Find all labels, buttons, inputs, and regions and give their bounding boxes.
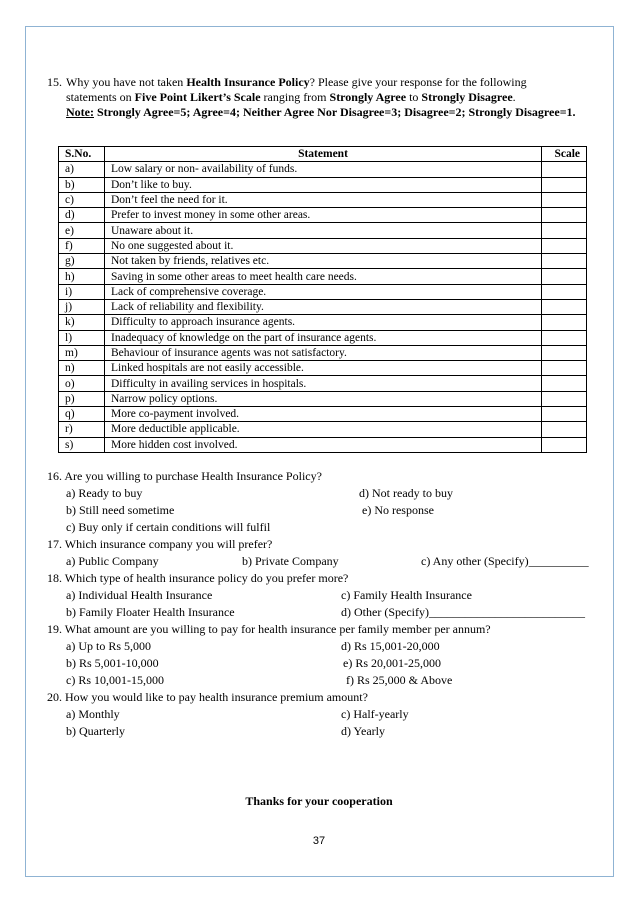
question-17: 17. Which insurance company you will prefer?	[47, 537, 273, 551]
row-scale-cell[interactable]	[542, 162, 587, 177]
q18-option-c: c) Family Health Insurance	[341, 588, 472, 602]
note-label: Note:	[66, 105, 94, 119]
table-row	[59, 162, 587, 177]
row-scale-cell[interactable]	[542, 177, 587, 192]
row-statement: Don’t like to buy.	[105, 177, 542, 192]
q19-option-a: a) Up to Rs 5,000	[66, 639, 151, 653]
row-statement: Lack of reliability and flexibility.	[105, 299, 542, 314]
bold-span: Health Insurance Policy	[186, 75, 310, 89]
row-scale-cell[interactable]	[542, 238, 587, 253]
table-row	[59, 254, 587, 269]
q16-option-b: b) Still need sometime	[66, 503, 175, 517]
row-statement: Not taken by friends, relatives etc.	[105, 254, 542, 269]
row-sno: i)	[59, 284, 105, 299]
row-scale-cell[interactable]	[542, 192, 587, 207]
row-scale-cell[interactable]	[542, 361, 587, 376]
row-statement: Saving in some other areas to meet health care needs.	[105, 269, 542, 284]
q18-option-a: a) Individual Health Insurance	[66, 588, 213, 602]
row-sno: k)	[59, 315, 105, 330]
table-row	[59, 345, 587, 360]
page-number: 37	[312, 835, 326, 847]
table-row	[59, 422, 587, 437]
table-row	[59, 391, 587, 406]
table-row	[59, 361, 587, 376]
row-statement: Narrow policy options.	[105, 391, 542, 406]
table-row	[59, 330, 587, 345]
table-row	[59, 177, 587, 192]
row-scale-cell[interactable]	[542, 345, 587, 360]
q19-option-e: e) Rs 20,001-25,000	[343, 656, 441, 670]
q19-option-f: f) Rs 25,000 & Above	[346, 673, 453, 687]
bold-span: Strongly Agree	[329, 90, 407, 104]
likert-table	[58, 146, 587, 453]
table-row	[59, 208, 587, 223]
row-sno: p)	[59, 391, 105, 406]
q17-option-c: c) Any other (Specify)__________	[421, 554, 589, 568]
question-18: 18. Which type of health insurance policy do you prefer more?	[47, 571, 349, 585]
row-sno: q)	[59, 407, 105, 422]
row-statement: Unaware about it.	[105, 223, 542, 238]
row-scale-cell[interactable]	[542, 208, 587, 223]
table-row	[59, 407, 587, 422]
q20-option-a: a) Monthly	[66, 707, 120, 721]
question-16: 16. Are you willing to purchase Health Insurance Policy?	[47, 469, 322, 483]
table-row	[59, 299, 587, 314]
note-text: Strongly Agree=5; Agree=4; Neither Agree Nor Disagree=3; Disagree=2; Strongly Disagree=1.	[93, 105, 576, 119]
row-sno: d)	[59, 208, 105, 223]
row-statement: Low salary or non- availability of funds.	[105, 162, 542, 177]
row-statement: Linked hospitals are not easily accessible.	[105, 361, 542, 376]
q19-option-b: b) Rs 5,001-10,000	[66, 656, 159, 670]
table-row	[59, 269, 587, 284]
row-sno: h)	[59, 269, 105, 284]
text-span: statements on	[66, 90, 135, 104]
table-row	[59, 223, 587, 238]
row-statement: More deductible applicable.	[105, 422, 542, 437]
row-scale-cell[interactable]	[542, 437, 587, 452]
row-sno: e)	[59, 223, 105, 238]
row-sno: j)	[59, 299, 105, 314]
row-sno: a)	[59, 162, 105, 177]
header-statement: Statement	[105, 147, 542, 162]
bold-span: Strongly Disagree	[421, 90, 513, 104]
row-scale-cell[interactable]	[542, 299, 587, 314]
row-sno: f)	[59, 238, 105, 253]
row-sno: m)	[59, 345, 105, 360]
table-row	[59, 376, 587, 391]
row-scale-cell[interactable]	[542, 315, 587, 330]
row-sno: b)	[59, 177, 105, 192]
q17-option-b: b) Private Company	[242, 554, 339, 568]
q19-option-c: c) Rs 10,001-15,000	[66, 673, 164, 687]
row-sno: c)	[59, 192, 105, 207]
q16-option-d: d) Not ready to buy	[359, 486, 453, 500]
row-statement: Behaviour of insurance agents was not satisfactory.	[105, 345, 542, 360]
q20-option-d: d) Yearly	[341, 724, 385, 738]
question-number: 15.	[47, 75, 62, 89]
note	[47, 105, 602, 120]
row-statement: Don’t feel the need for it.	[105, 192, 542, 207]
row-scale-cell[interactable]	[542, 391, 587, 406]
header-sno: S.No.	[59, 147, 105, 162]
q20-option-b: b) Quarterly	[66, 724, 125, 738]
row-sno: l)	[59, 330, 105, 345]
q18-option-d: d) Other (Specify)__________________________	[341, 605, 585, 619]
question-15	[47, 75, 602, 120]
header-scale: Scale	[542, 147, 587, 162]
question-19: 19. What amount are you willing to pay for health insurance per family member per annum?	[47, 622, 491, 636]
row-sno: s)	[59, 437, 105, 452]
question-text	[66, 75, 602, 90]
q16-option-a: a) Ready to buy	[66, 486, 143, 500]
row-statement: More hidden cost involved.	[105, 437, 542, 452]
text-span: ranging from	[260, 90, 330, 104]
q20-option-c: c) Half-yearly	[341, 707, 409, 721]
bold-span: Five Point Likert’s Scale	[134, 90, 261, 104]
table-row	[59, 437, 587, 452]
text-span: to	[406, 90, 422, 104]
row-scale-cell[interactable]	[542, 422, 587, 437]
row-scale-cell[interactable]	[542, 407, 587, 422]
thanks-text: Thanks for your cooperation	[245, 794, 393, 808]
row-scale-cell[interactable]	[542, 269, 587, 284]
row-statement: Prefer to invest money in some other areas.	[105, 208, 542, 223]
q16-option-c: c) Buy only if certain conditions will fulfil	[66, 520, 271, 534]
row-sno: g)	[59, 254, 105, 269]
row-statement: Inadequacy of knowledge on the part of insurance agents.	[105, 330, 542, 345]
row-statement: No one suggested about it.	[105, 238, 542, 253]
row-statement: More co-payment involved.	[105, 407, 542, 422]
table-row	[59, 238, 587, 253]
question-20: 20. How you would like to pay health insurance premium amount?	[47, 690, 368, 704]
row-statement: Difficulty to approach insurance agents.	[105, 315, 542, 330]
row-sno: o)	[59, 376, 105, 391]
row-scale-cell[interactable]	[542, 223, 587, 238]
table-row	[59, 284, 587, 299]
table-row	[59, 315, 587, 330]
row-sno: n)	[59, 361, 105, 376]
q17-option-a: a) Public Company	[66, 554, 159, 568]
q16-option-e: e) No response	[362, 503, 434, 517]
table-row	[59, 192, 587, 207]
row-sno: r)	[59, 422, 105, 437]
table-header-row	[59, 147, 587, 162]
row-scale-cell[interactable]	[542, 330, 587, 345]
table-body	[59, 162, 587, 453]
row-statement: Difficulty in availing services in hospitals.	[105, 376, 542, 391]
question-text-cont	[47, 90, 602, 105]
q19-option-d: d) Rs 15,001-20,000	[341, 639, 440, 653]
q18-option-b: b) Family Floater Health Insurance	[66, 605, 235, 619]
row-scale-cell[interactable]	[542, 284, 587, 299]
row-scale-cell[interactable]	[542, 376, 587, 391]
row-statement: Lack of comprehensive coverage.	[105, 284, 542, 299]
text-span: .	[512, 90, 516, 104]
text-span: ? Please give your response for the following	[309, 75, 527, 89]
row-scale-cell[interactable]	[542, 254, 587, 269]
text-span: Why you have not taken	[66, 75, 187, 89]
